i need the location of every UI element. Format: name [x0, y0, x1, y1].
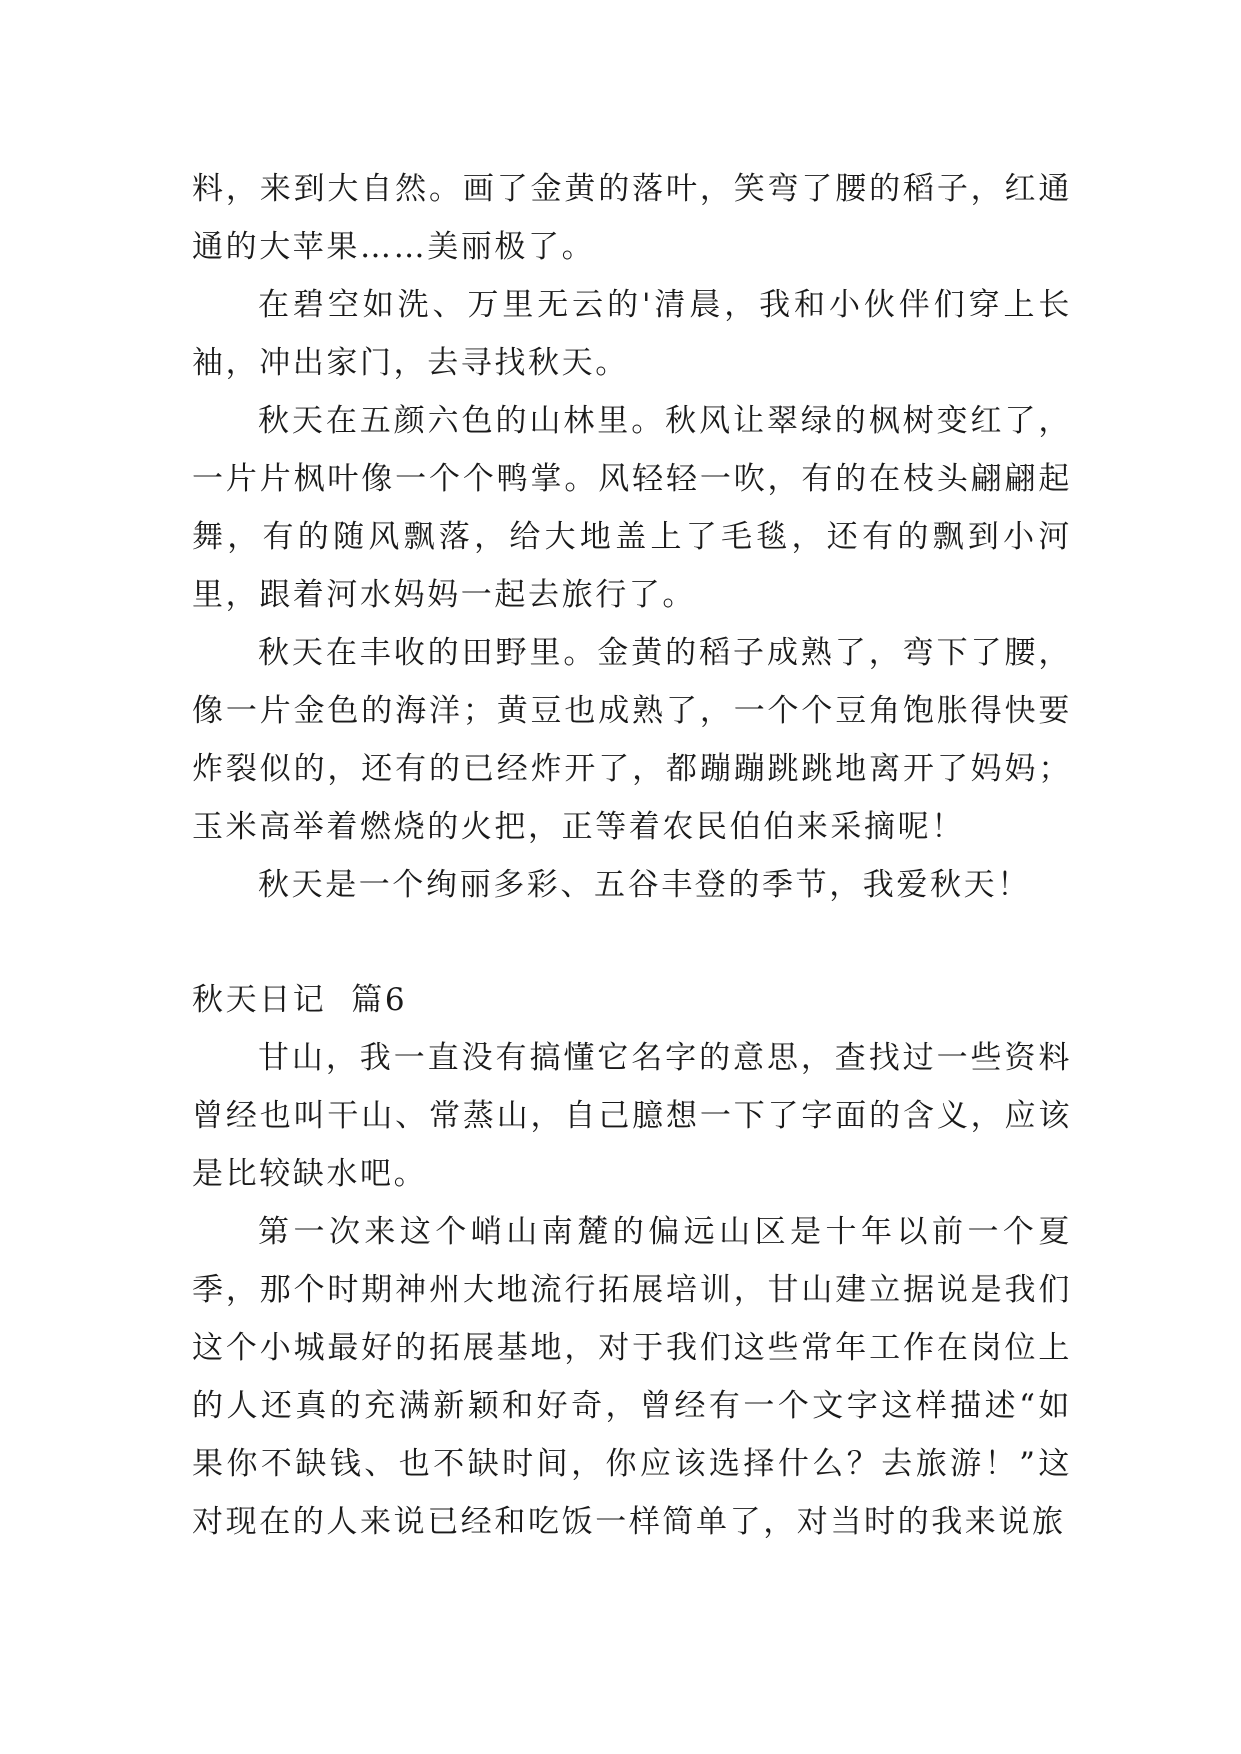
paragraph-1: 料，来到大自然。画了金黄的落叶，笑弯了腰的稻子，红通通的大苹果……美丽极了。 — [192, 171, 1072, 265]
section-heading: 秋天日记 篇6 — [192, 982, 408, 1018]
paragraph-2: 在碧空如洗、万里无云的'清晨，我和小伙伴们穿上长袖，冲出家门，去寻找秋天。 — [192, 287, 1072, 381]
paragraph-5: 秋天是一个绚丽多彩、五谷丰登的季节，我爱秋天！ — [258, 867, 1031, 903]
paragraph-6: 甘山，我一直没有搞懂它名字的意思，查找过一些资料曾经也叫干山、常蒸山，自己臆想一下了字面的含义，应该是比较缺水吧。 — [192, 1040, 1072, 1192]
paragraph-3: 秋天在五颜六色的山林里。秋风让翠绿的枫树变红了，一片片枫叶像一个个鸭掌。风轻轻一吹，有的在枝头翩翩起舞，有的随风飘落，给大地盖上了毛毯，还有的飘到小河里，跟着河水妈妈一起去旅行了。 — [192, 403, 1072, 613]
paragraph-4: 秋天在丰收的田野里。金黄的稻子成熟了，弯下了腰，像一片金色的海洋；黄豆也成熟了，一个个豆角饱胀得快要炸裂似的，还有的已经炸开了，都蹦蹦跳跳地离开了妈妈；玉米高举着燃烧的火把，正等着农民伯伯来采摘呢！ — [192, 635, 1072, 845]
document-body — [192, 160, 1072, 1551]
paragraph-7: 第一次来这个峭山南麓的偏远山区是十年以前一个夏季，那个时期神州大地流行拓展培训，甘山建立据说是我们这个小城最好的拓展基地，对于我们这些常年工作在岗位上的人还真的充满新颖和好奇，曾经有一个文字这样描述“如果你不缺钱、也不缺时间，你应该选择什么？去旅游！”这对现在的人来说已经和吃饭一样简单了，对当时的我来说旅 — [192, 1214, 1072, 1540]
